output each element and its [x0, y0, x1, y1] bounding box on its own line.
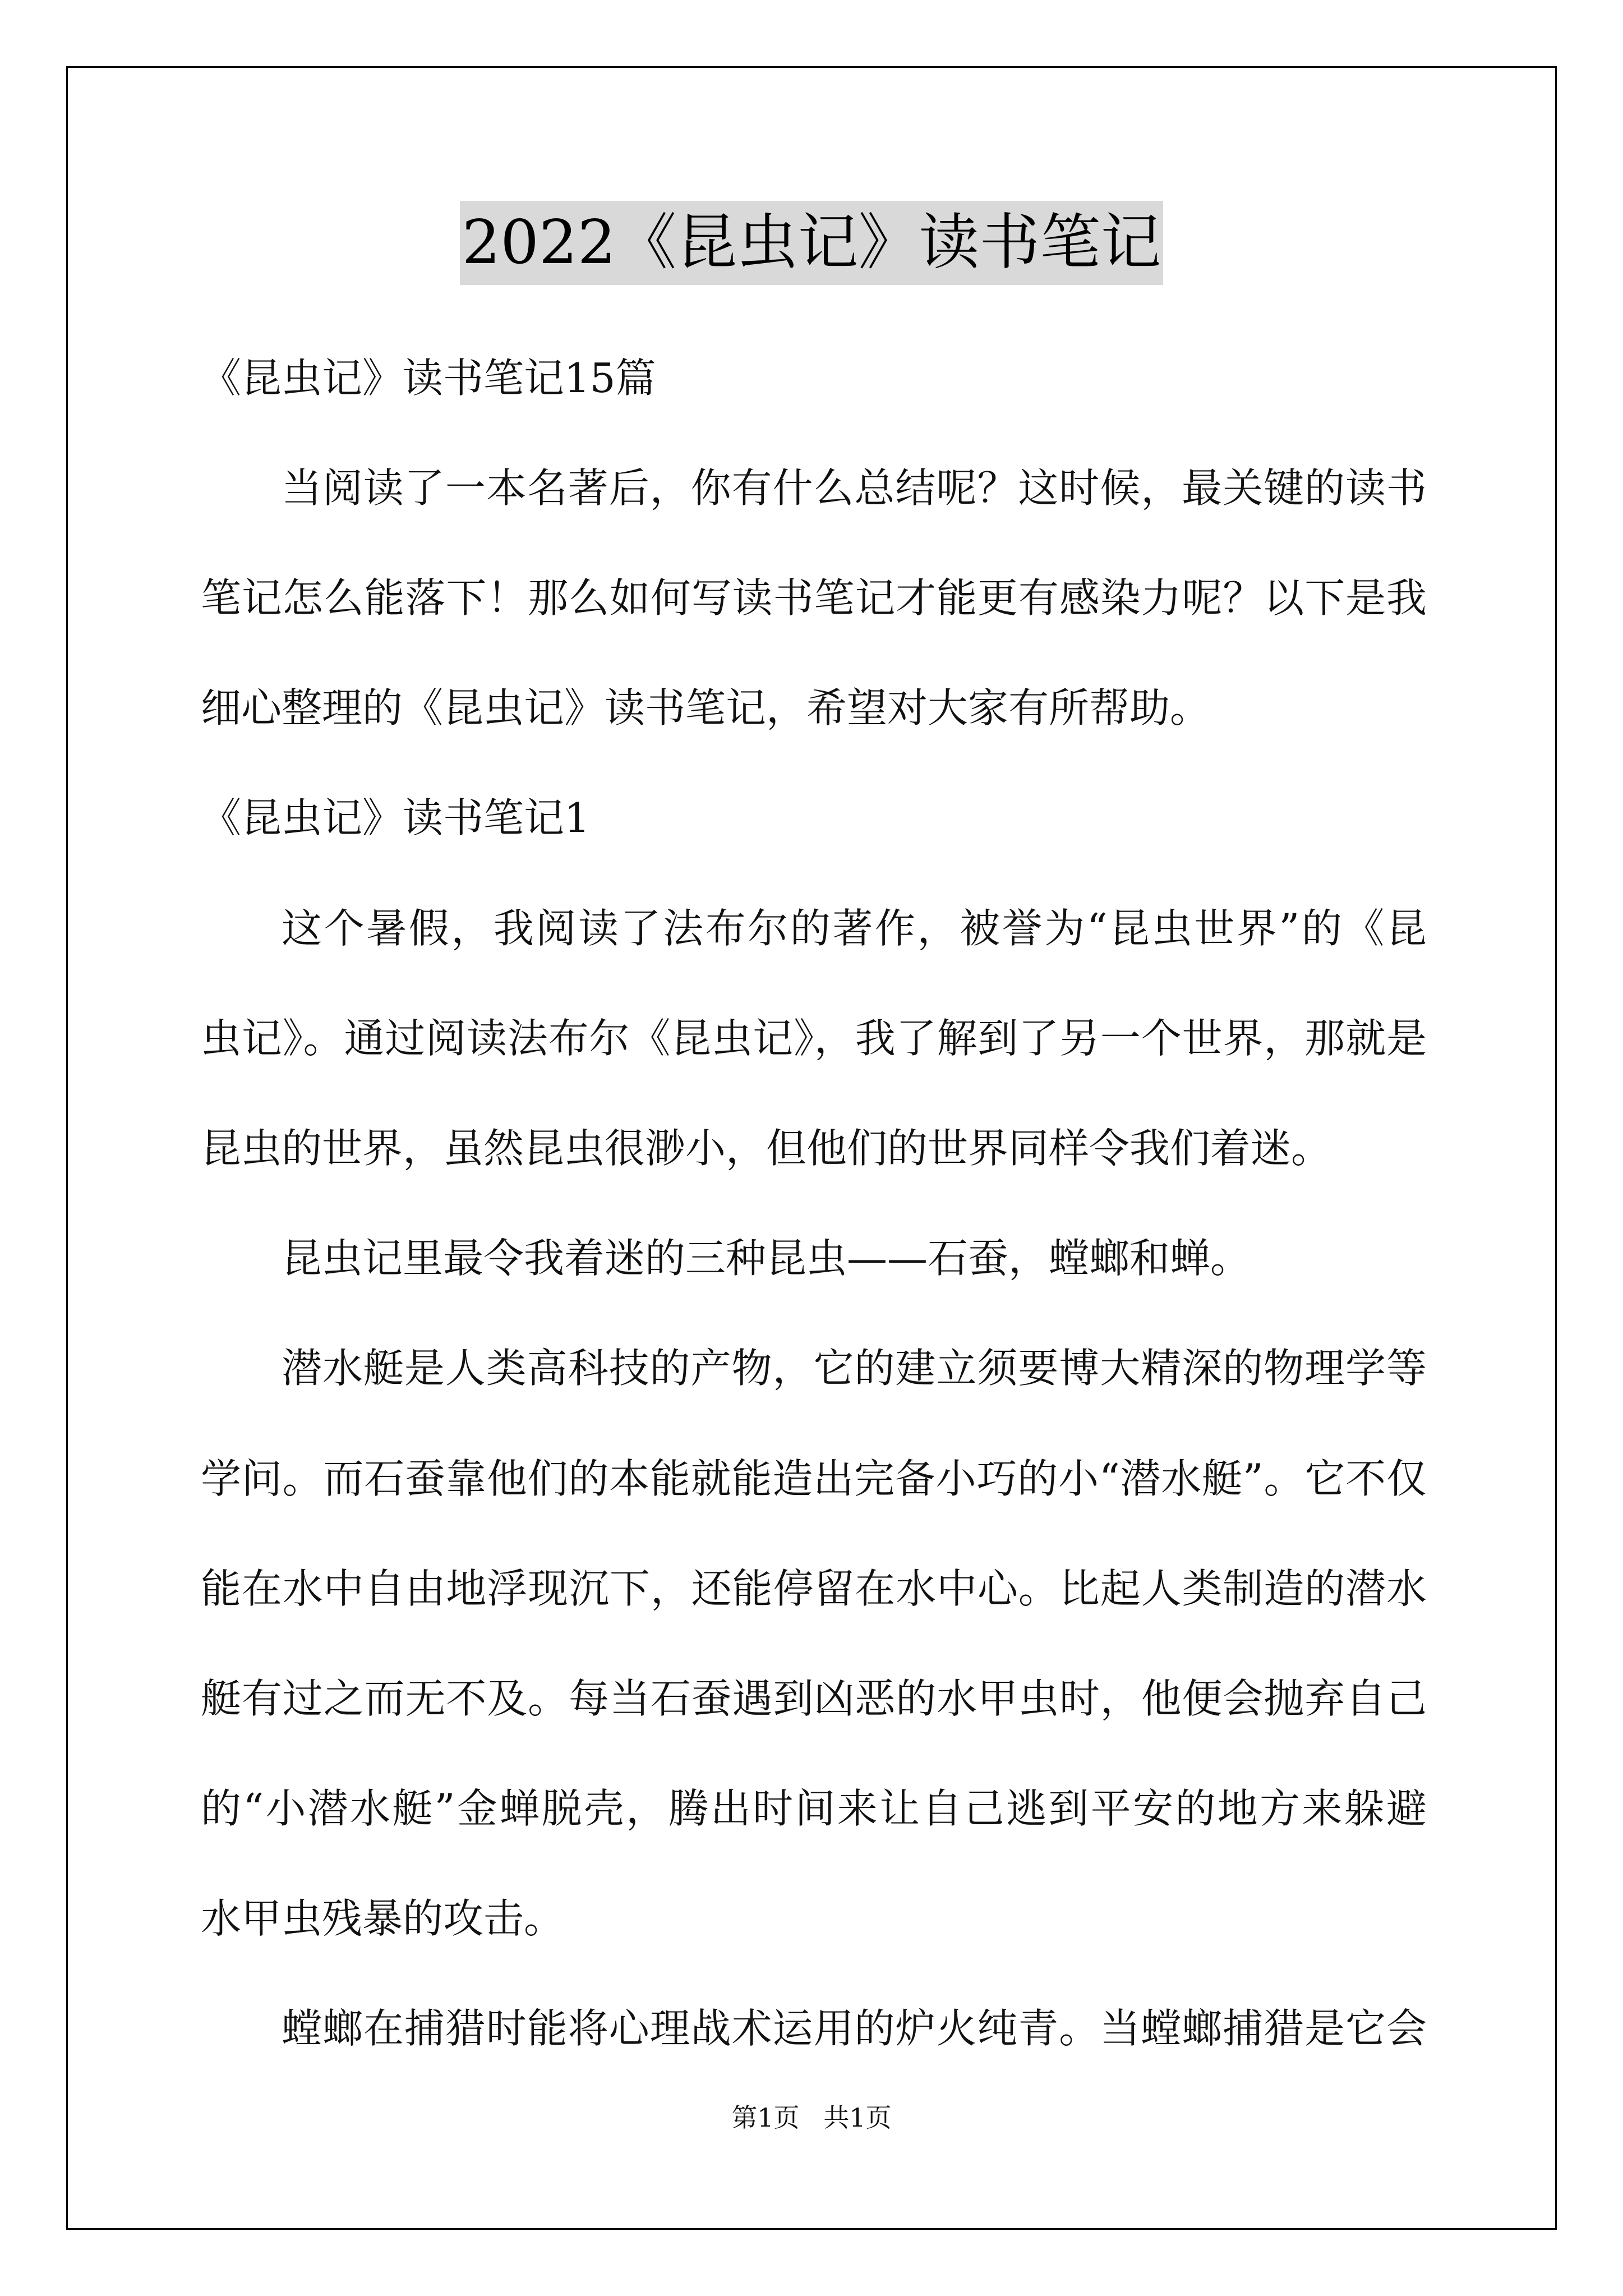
body-line-5: 潜水艇是人类高科技的产物，它的建立须要博大精深的物理学等 — [282, 1345, 1427, 1392]
document-title: 2022《昆虫记》读书笔记 — [460, 201, 1164, 285]
page-number: 第1页 — [731, 2102, 800, 2133]
intro-line-2: 笔记怎么能落下！那么如何写读书笔记才能更有感染力呢？以下是我 — [201, 574, 1427, 622]
body-line-6: 学问。而石蚕靠他们的本能就能造出完备小巧的小“潜水艇”。它不仅 — [201, 1455, 1427, 1502]
body-line-11: 螳螂在捕猎时能将心理战术运用的炉火纯青。当螳螂捕猎是它会 — [282, 2005, 1427, 2052]
body-line-9: 的“小潜水艇”金蝉脱壳，腾出时间来让自己逃到平安的地方来躲避 — [201, 1785, 1427, 1832]
intro-line-1: 当阅读了一本名著后，你有什么总结呢？这时候，最关键的读书 — [282, 464, 1427, 512]
body-line-10: 水甲虫残暴的攻击。 — [201, 1895, 565, 1942]
body-line-1: 这个暑假，我阅读了法布尔的著作，被誉为“昆虫世界”的《昆 — [282, 905, 1427, 952]
document-subtitle: 《昆虫记》读书笔记15篇 — [201, 355, 656, 402]
body-line-3: 昆虫的世界，虽然昆虫很渺小，但他们的世界同样令我们着迷。 — [201, 1125, 1332, 1172]
title-block — [0, 201, 1623, 285]
section-heading: 《昆虫记》读书笔记1 — [201, 794, 590, 841]
body-line-4: 昆虫记里最令我着迷的三种昆虫——石蚕，螳螂和蝉。 — [282, 1235, 1251, 1282]
body-line-8: 艇有过之而无不及。每当石蚕遇到凶恶的水甲虫时，他便会抛弃自己 — [201, 1675, 1427, 1722]
page-total: 共1页 — [823, 2102, 892, 2133]
body-line-7: 能在水中自由地浮现沉下，还能停留在水中心。比起人类制造的潜水 — [201, 1565, 1427, 1612]
body-line-2: 虫记》。通过阅读法布尔《昆虫记》，我了解到了另一个世界，那就是 — [201, 1015, 1427, 1062]
page-footer — [0, 2101, 1623, 2134]
intro-line-3: 细心整理的《昆虫记》读书笔记，希望对大家有所帮助。 — [201, 684, 1211, 731]
